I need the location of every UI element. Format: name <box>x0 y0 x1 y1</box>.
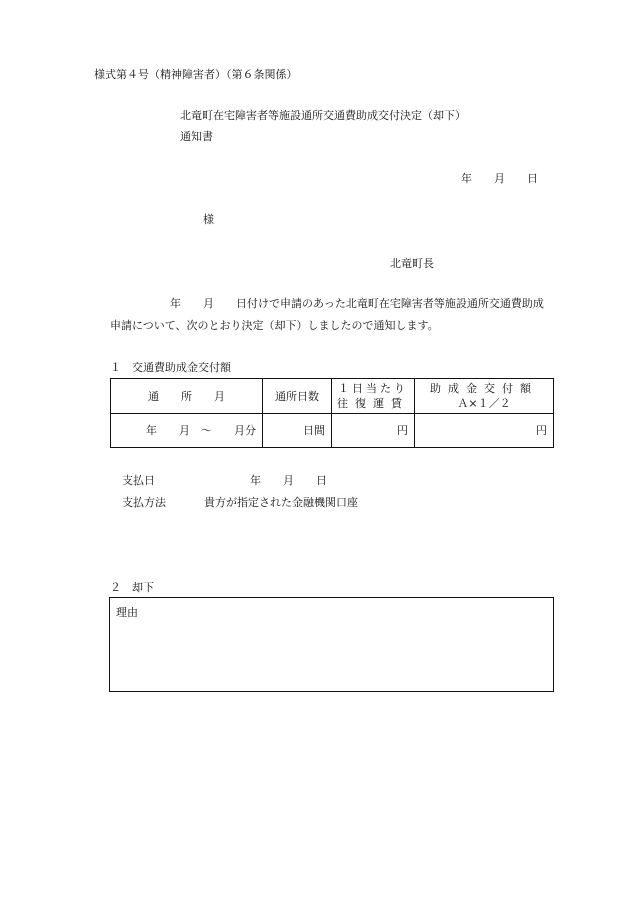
table-header-row <box>111 379 554 414</box>
cell-fare: 円 <box>332 414 415 448</box>
payment-date-value: 年 月 日 <box>250 474 327 487</box>
section1-heading: １ 交通費助成金交付額 <box>110 361 231 374</box>
document-title-line2: 通知書 <box>180 130 213 143</box>
header-amount-line1: 助成金交付額 <box>430 382 538 395</box>
header-month: 通 所 月 <box>111 379 263 414</box>
table-row <box>111 414 554 448</box>
header-amount <box>415 379 554 414</box>
form-id: 様式第４号（精神障害者）（第６条関係） <box>94 68 298 81</box>
header-amount-line2: Ａ×１／２ <box>457 397 511 410</box>
issuer-name: 北竜町長 <box>390 257 434 270</box>
payment-method-label: 支払方法 <box>122 496 166 509</box>
header-days: 通所日数 <box>263 379 332 414</box>
header-fare-line2: 往復運賃 <box>337 397 409 410</box>
body-text-line1: 年 月 日付けで申請のあった北竜町在宅障害者等施設通所交通費助成 <box>170 297 544 310</box>
payment-method-value: 貴方が指定された金融機関口座 <box>204 496 358 509</box>
document-title-line1: 北竜町在宅障害者等施設通所交通費助成交付決定（却下） <box>180 109 466 122</box>
section2-heading: ２ 却下 <box>110 581 154 594</box>
cell-days: 日間 <box>263 414 332 448</box>
reason-label: 理由 <box>116 606 138 619</box>
payment-date-label: 支払日 <box>122 474 155 487</box>
reason-box <box>109 597 554 692</box>
header-fare-line1: １日当たり <box>338 382 408 395</box>
issue-date: 年 月 日 <box>461 172 538 185</box>
body-text-line2: 申請について、次のとおり決定（却下）しましたので通知します。 <box>110 319 439 332</box>
recipient-suffix: 様 <box>203 213 214 226</box>
header-fare <box>332 379 415 414</box>
grant-amount-table <box>110 378 554 448</box>
cell-month: 年 月 ～ 月分 <box>111 414 263 448</box>
cell-amount: 円 <box>415 414 554 448</box>
